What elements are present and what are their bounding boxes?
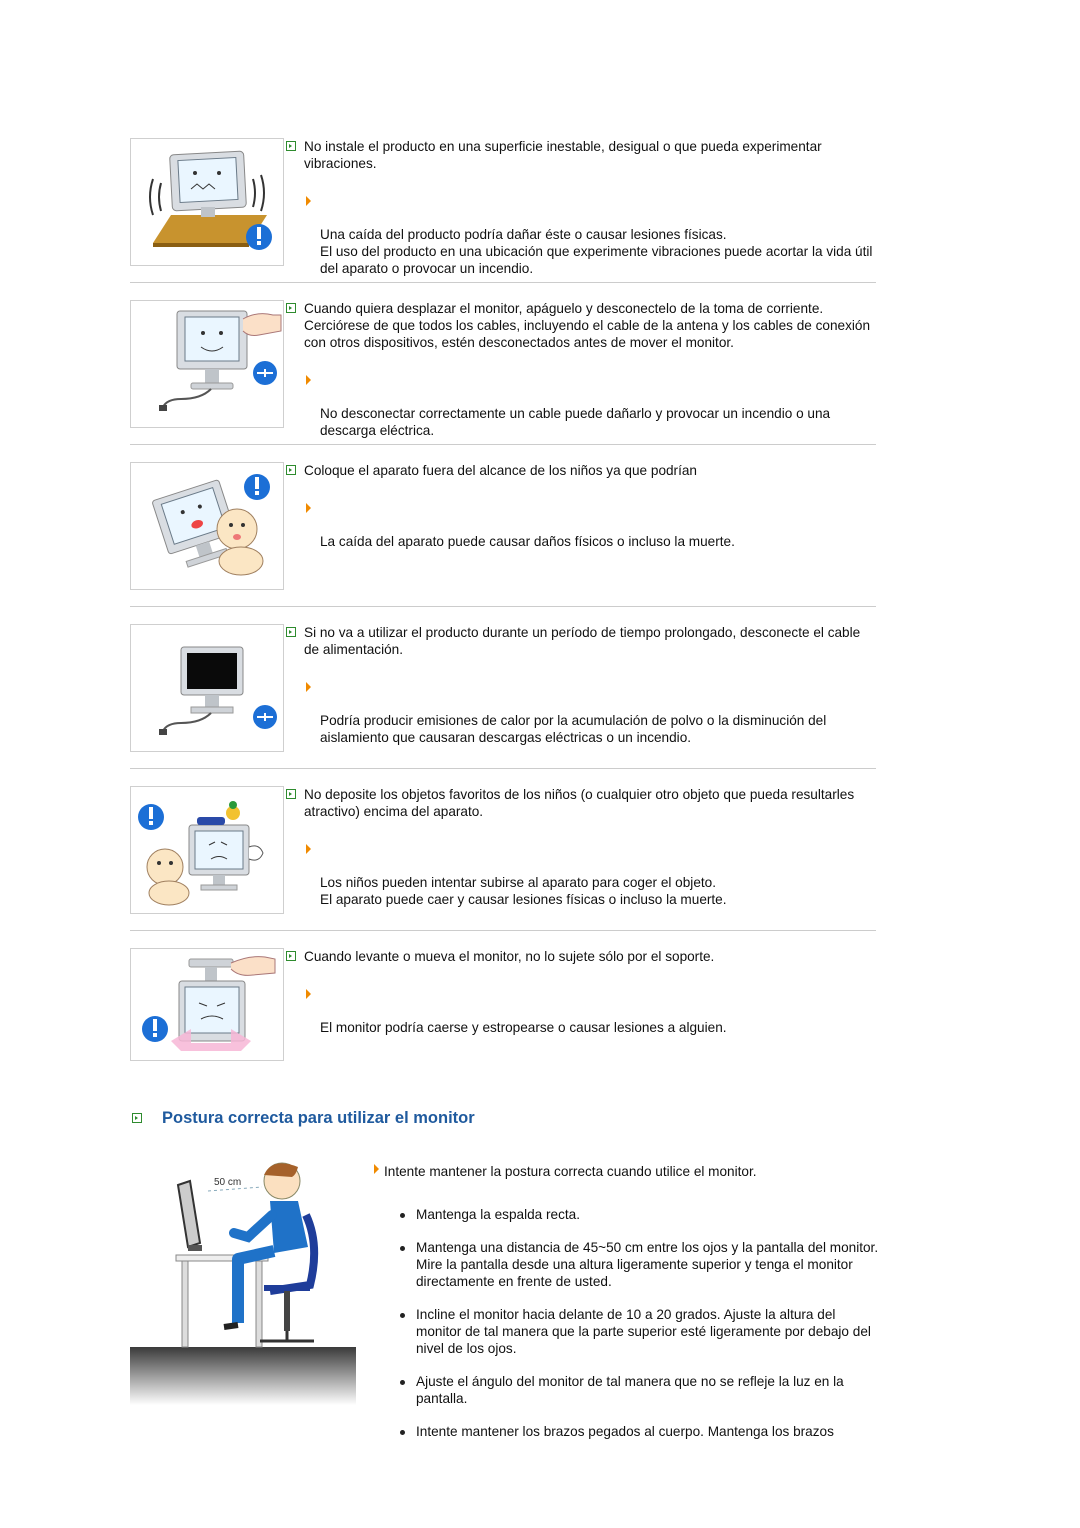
main-instruction: No instale el producto en una superficie inestable, desigual o que pueda experimentar vibraciones. (286, 138, 876, 172)
list-item: Intente mantener los brazos pegados al cuerpo. Mantenga los brazos (372, 1423, 882, 1440)
list-item: Incline el monitor hacia delante de 10 a 20 grados. Ajuste la altura del monitor de tal manera que la parte superior esté ligeramente por debajo del nivel de los ojos. (372, 1306, 882, 1357)
green-bullet-icon (286, 789, 296, 799)
divider (130, 768, 876, 769)
toys-on-monitor-icon (130, 786, 284, 914)
idle-monitor-icon (130, 624, 284, 752)
main-instruction: Si no va a utilizar el producto durante un período de tiempo prolongado, desconecte el cable de alimentación. (286, 624, 876, 658)
orange-arrow-icon (306, 196, 311, 206)
lifting-monitor-icon (130, 948, 284, 1061)
orange-arrow-icon (306, 503, 311, 513)
unplug-monitor-icon (130, 300, 284, 428)
section-text (286, 948, 876, 1036)
section-text (286, 624, 876, 746)
posture-heading (130, 1109, 730, 1131)
section-text (286, 300, 876, 439)
orange-arrow-icon (306, 682, 311, 692)
section-text (286, 786, 876, 908)
orange-arrow-icon (306, 844, 311, 854)
list-item: Ajuste el ángulo del monitor de tal manera que no se refleje la luz en la pantalla. (372, 1373, 882, 1407)
main-instruction: No deposite los objetos favoritos de los niños (o cualquier otro objeto que pueda resultarles atractivo) encima del aparato. (286, 786, 876, 820)
section-text (286, 138, 876, 277)
main-instruction: Coloque el aparato fuera del alcance de los niños ya que podrían (286, 462, 876, 479)
green-bullet-icon (286, 141, 296, 151)
green-bullet-icon (132, 1113, 142, 1123)
posture-list (372, 1206, 882, 1440)
section-text (286, 462, 876, 550)
divider (130, 930, 876, 931)
green-bullet-icon (286, 303, 296, 313)
section-title: Postura correcta para utilizar el monitor (162, 1109, 475, 1127)
child-monitor-icon (130, 462, 284, 590)
divider (130, 282, 876, 283)
detail-note: Podría producir emisiones de calor por la acumulación de polvo o la disminución del aislamiento que causaran descargas eléctricas o un incendio. (286, 678, 876, 746)
distance-label: 50 cm (214, 1177, 242, 1188)
divider (130, 606, 876, 607)
orange-arrow-icon (306, 989, 311, 999)
detail-note: El monitor podría caerse y estropearse o causar lesiones a alguien. (286, 985, 876, 1036)
detail-note: No desconectar correctamente un cable puede dañarlo y provocar un incendio o una descarga eléctrica. (286, 371, 876, 439)
list-item: Mantenga la espalda recta. (372, 1206, 882, 1223)
posture-intro: Intente mantener la postura correcta cuando utilice el monitor. (372, 1163, 882, 1180)
main-instruction: Cuando quiera desplazar el monitor, apáguelo y desconectelo de la toma de corriente. Cerciórese de que todos los cables, incluyendo el cable de la antena y los cables de conexión con otros dispositivos, estén desconectados antes de mover el monitor. (286, 300, 876, 351)
detail-note: La caída del aparato puede causar daños físicos o incluso la muerte. (286, 499, 876, 550)
list-item: Mantenga una distancia de 45~50 cm entre los ojos y la pantalla del monitor. Mire la pantalla desde una altura ligeramente superior y tenga el monitor directamente en frente de usted. (372, 1239, 882, 1290)
orange-arrow-icon (306, 375, 311, 385)
main-instruction: Cuando levante o mueva el monitor, no lo sujete sólo por el soporte. (286, 948, 876, 965)
green-bullet-icon (286, 627, 296, 637)
orange-arrow-icon (374, 1164, 379, 1174)
posture-illustration (130, 1155, 356, 1405)
detail-note: Los niños pueden intentar subirse al aparato para coger el objeto. El aparato puede caer y causar lesiones físicas o incluso la muerte. (286, 840, 876, 908)
divider (130, 444, 876, 445)
detail-note: Una caída del producto podría dañar éste o causar lesiones físicas. El uso del producto en una ubicación que experimente vibraciones puede acortar la vida útil del aparato o provocar un incendio. (286, 192, 876, 277)
posture-text (372, 1163, 882, 1456)
unstable-monitor-icon (130, 138, 284, 266)
green-bullet-icon (286, 951, 296, 961)
green-bullet-icon (286, 465, 296, 475)
